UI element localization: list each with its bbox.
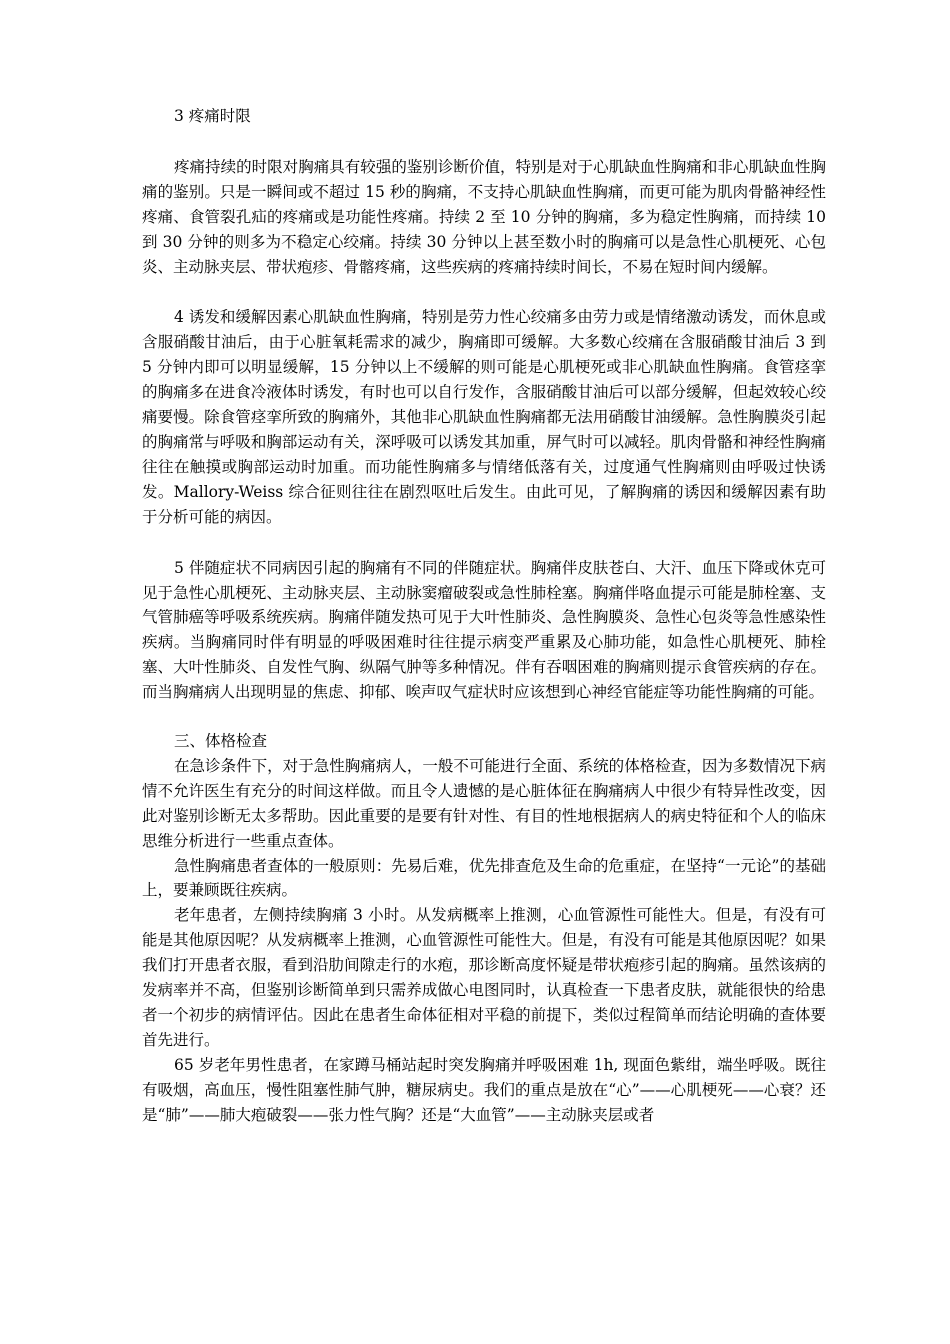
spacer — [142, 530, 826, 556]
physical-exam-heading: 三、体格检查 — [174, 732, 268, 751]
document-body — [142, 104, 826, 1128]
physical-exam-paragraph-3: 老年患者，左侧持续胸痛 3 小时。从发病概率上推测，心血管源性可能性大。但是，有没有可能是其他原因呢？从发病概率上推测，心血管源性可能性大。但是，有没有可能是其他原因呢？如果我们打开患者衣服，看到沿肋间隙走行的水疱，那诊断高度怀疑是带状疱疹引起的胸痛。虽然该病的发病率并不高，但鉴别诊断简单到只需养成做心电图同时，认真检查一下患者皮肤，就能很快的给患者一个初步的病情评估。因此在患者生命体征相对平稳的前提下，类似过程简单而结论明确的查体要首先进行。 — [142, 906, 826, 1049]
section-5-paragraph: 5 伴随症状不同病因引起的胸痛有不同的伴随症状。胸痛伴皮肤苍白、大汗、血压下降或休克可见于急性心肌梗死、主动脉夹层、主动脉窦瘤破裂或急性肺栓塞。胸痛伴咯血提示可能是肺栓塞、支气管肺癌等呼吸系统疾病。胸痛伴随发热可见于大叶性肺炎、急性胸膜炎、急性心包炎等急性感染性疾病。当胸痛同时伴有明显的呼吸困难时往往提示病变严重累及心肺功能，如急性心肌梗死、肺栓塞、大叶性肺炎、自发性气胸、纵隔气肿等多种情况。伴有吞咽困难的胸痛则提示食管疾病的存在。而当胸痛病人出现明显的焦虑、抑郁、唉声叹气症状时应该想到心神经官能症等功能性胸痛的可能。 — [142, 558, 826, 702]
section-3-heading: 3 疼痛时限 — [174, 107, 251, 125]
spacer — [142, 705, 826, 729]
spacer — [142, 279, 826, 305]
physical-exam-paragraph-2: 急性胸痛患者查体的一般原则：先易后难，优先排查危及生命的危重症，在坚持“一元论”的基础上，要兼顾既往疾病。 — [142, 856, 826, 900]
spacer — [142, 129, 826, 155]
physical-exam-paragraph-4: 65 岁老年男性患者，在家蹲马桶站起时突发胸痛并呼吸困难 1h, 现面色紫绀，端坐呼吸。既往有吸烟，高血压，慢性阻塞性肺气肿，糖尿病史。我们的重点是放在“心”——心肌梗死——心衰？还是“肺”——肺大疱破裂——张力性气胸？还是“大血管”——主动脉夹层或者 — [142, 1055, 826, 1124]
physical-exam-paragraph-1: 在急诊条件下，对于急性胸痛病人，一般不可能进行全面、系统的体格检查，因为多数情况下病情不允许医生有充分的时间这样做。而且令人遗憾的是心脏体征在胸痛病人中很少有特异性改变，因此对鉴别诊断无太多帮助。因此重要的是要有针对性、有目的性地根据病人的病史特征和个人的临床思维分析进行一些重点查体。 — [142, 756, 826, 850]
section-3-paragraph: 疼痛持续的时限对胸痛具有较强的鉴别诊断价值，特别是对于心肌缺血性胸痛和非心肌缺血性胸痛的鉴别。只是一瞬间或不超过 15 秒的胸痛，不支持心肌缺血性胸痛，而更可能为肌肉骨骼神经性疼痛、食管裂孔疝的疼痛或是功能性疼痛。持续 2 至 10 分钟的胸痛，多为稳定性胸痛，而持续 10 到 30 分钟的则多为不稳定心绞痛。持续 30 分钟以上甚至数小时的胸痛可以是急性心肌梗死、心包炎、主动脉夹层、带状疱疹、骨髂疼痛，这些疾病的疼痛持续时间长，不易在短时间内缓解。 — [142, 157, 826, 276]
section-4-paragraph: 4 诱发和缓解因素心肌缺血性胸痛，特别是劳力性心绞痛多由劳力或是情绪激动诱发，而休息或含服硝酸甘油后，由于心脏氧耗需求的减少，胸痛即可缓解。大多数心绞痛在含服硝酸甘油后 3 到 5 分钟内即可以明显缓解，15 分钟以上不缓解的则可能是心肌梗死或非心肌缺血性胸痛。食管痉挛的胸痛多在进食冷液体时诱发，有时也可以自行发作，含服硝酸甘油后可以部分缓解，但起效较心绞痛要慢。除食管痉挛所致的胸痛外，其他非心肌缺血性胸痛都无法用硝酸甘油缓解。急性胸膜炎引起的胸痛常与呼吸和胸部运动有关，深呼吸可以诱发其加重，屏气时可以减轻。肌肉骨骼和神经性胸痛往往在触摸或胸部运动时加重。而功能性胸痛多与情绪低落有关，过度通气性胸痛则由呼吸过快诱发。Mallory-Weiss 综合征则往往在剧烈呕吐后发生。由此可见，了解胸痛的诱因和缓解因素有助于分析可能的病因。 — [142, 308, 827, 526]
